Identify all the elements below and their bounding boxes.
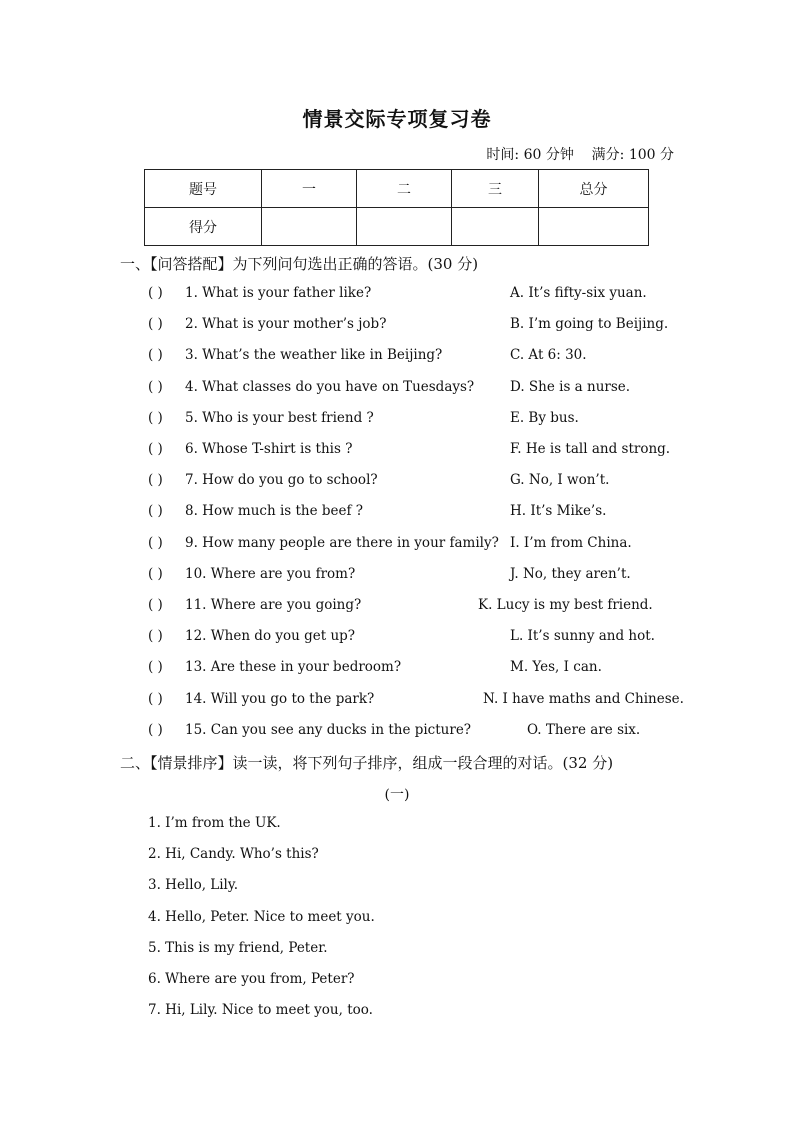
answer-blank[interactable]: ( ) <box>148 441 163 457</box>
question-text: 11. Where are you going? <box>185 597 362 613</box>
dialogue-line: 3. Hello, Lily. <box>148 877 239 894</box>
answer-option: B. I’m going to Beijing. <box>510 316 669 333</box>
answer-option: C. At 6: 30. <box>510 347 587 364</box>
answer-blank[interactable]: ( ) <box>148 472 163 489</box>
answer-blank[interactable]: ( ) <box>148 503 163 520</box>
section2-subheading: (一) <box>384 787 410 803</box>
score-entry-cell[interactable] <box>539 208 649 246</box>
answer-blank[interactable]: ( ) <box>148 378 163 395</box>
page-title: 情景交际专项复习卷 <box>302 107 492 131</box>
question-row <box>0 566 794 588</box>
score-header-cell: 题号 <box>145 170 262 208</box>
question-text: 14. Will you go to the park? <box>185 690 375 707</box>
score-table-header-row <box>145 170 649 208</box>
answer-option: G. No, I won’t. <box>510 472 610 489</box>
question-text: 5. Who is your best friend ? <box>185 409 374 426</box>
answer-option: N. I have maths and Chinese. <box>483 690 684 707</box>
answer-option: D. She is a nurse. <box>510 378 631 395</box>
question-row <box>0 379 794 401</box>
score-table <box>144 169 649 246</box>
answer-blank[interactable]: ( ) <box>148 659 163 676</box>
score-table-score-row <box>145 208 649 246</box>
question-row <box>0 441 794 463</box>
question-text: 2. What is your mother’s job? <box>185 316 387 333</box>
question-row <box>0 503 794 525</box>
score-label-cell: 得分 <box>145 208 262 246</box>
answer-blank[interactable]: ( ) <box>148 690 163 707</box>
question-row <box>0 285 794 307</box>
section1-heading: 一、【问答搭配】为下列问句选出正确的答语。(30 分) <box>120 255 479 273</box>
answer-blank[interactable]: ( ) <box>148 285 163 301</box>
score-header-cell: 二 <box>357 170 452 208</box>
question-text: 13. Are these in your bedroom? <box>185 659 402 676</box>
question-row <box>0 722 794 744</box>
question-text: 12. When do you get up? <box>185 628 356 645</box>
answer-option: O. There are six. <box>527 721 641 738</box>
question-row <box>0 410 794 432</box>
answer-blank[interactable]: ( ) <box>148 316 163 333</box>
answer-option: A. It’s fifty-six yuan. <box>510 285 647 301</box>
answer-option: J. No, they aren’t. <box>510 565 631 582</box>
answer-option: M. Yes, I can. <box>510 659 602 676</box>
question-row <box>0 691 794 713</box>
answer-blank[interactable]: ( ) <box>148 597 163 613</box>
question-row <box>0 316 794 338</box>
answer-blank[interactable]: ( ) <box>148 347 163 364</box>
answer-option: L. It’s sunny and hot. <box>510 628 655 645</box>
question-text: 6. Whose T-shirt is this ? <box>185 441 353 457</box>
score-entry-cell[interactable] <box>452 208 539 246</box>
question-text: 4. What classes do you have on Tuesdays? <box>185 378 475 395</box>
question-row <box>0 597 794 619</box>
question-row <box>0 535 794 557</box>
question-text: 1. What is your father like? <box>185 285 372 301</box>
dialogue-line: 7. Hi, Lily. Nice to meet you, too. <box>148 1002 373 1019</box>
dialogue-line: 5. This is my friend, Peter. <box>148 939 328 956</box>
answer-option: K. Lucy is my best friend. <box>478 597 653 613</box>
answer-option: E. By bus. <box>510 409 579 426</box>
dialogue-line: 4. Hello, Peter. Nice to meet you. <box>148 908 375 925</box>
score-entry-cell[interactable] <box>262 208 357 246</box>
answer-blank[interactable]: ( ) <box>148 721 163 738</box>
section2-heading: 二、【情景排序】读一读，将下列句子排序，组成一段合理的对话。(32 分) <box>120 754 614 772</box>
question-row <box>0 659 794 681</box>
dialogue-line: 2. Hi, Candy. Who’s this? <box>148 846 319 863</box>
dialogue-line: 1. I’m from the UK. <box>148 815 281 831</box>
answer-option: H. It’s Mike’s. <box>510 503 607 520</box>
exam-meta: 时间: 60 分钟 满分: 100 分 <box>486 147 674 163</box>
score-header-cell: 总分 <box>539 170 649 208</box>
question-row <box>0 628 794 650</box>
question-text: 9. How many people are there in your family? <box>185 534 499 551</box>
score-header-cell: 一 <box>262 170 357 208</box>
question-text: 15. Can you see any ducks in the picture? <box>185 721 472 738</box>
dialogue-line: 6. Where are you from, Peter? <box>148 971 355 987</box>
answer-blank[interactable]: ( ) <box>148 534 163 551</box>
answer-option: I. I’m from China. <box>510 534 632 551</box>
question-row <box>0 472 794 494</box>
answer-blank[interactable]: ( ) <box>148 565 163 582</box>
score-header-cell: 三 <box>452 170 539 208</box>
question-row <box>0 347 794 369</box>
question-text: 10. Where are you from? <box>185 565 356 582</box>
question-text: 3. What’s the weather like in Beijing? <box>185 347 443 364</box>
answer-blank[interactable]: ( ) <box>148 628 163 645</box>
answer-option: F. He is tall and strong. <box>510 441 671 457</box>
answer-blank[interactable]: ( ) <box>148 409 163 426</box>
score-entry-cell[interactable] <box>357 208 452 246</box>
question-text: 8. How much is the beef ? <box>185 503 364 520</box>
question-text: 7. How do you go to school? <box>185 472 378 489</box>
